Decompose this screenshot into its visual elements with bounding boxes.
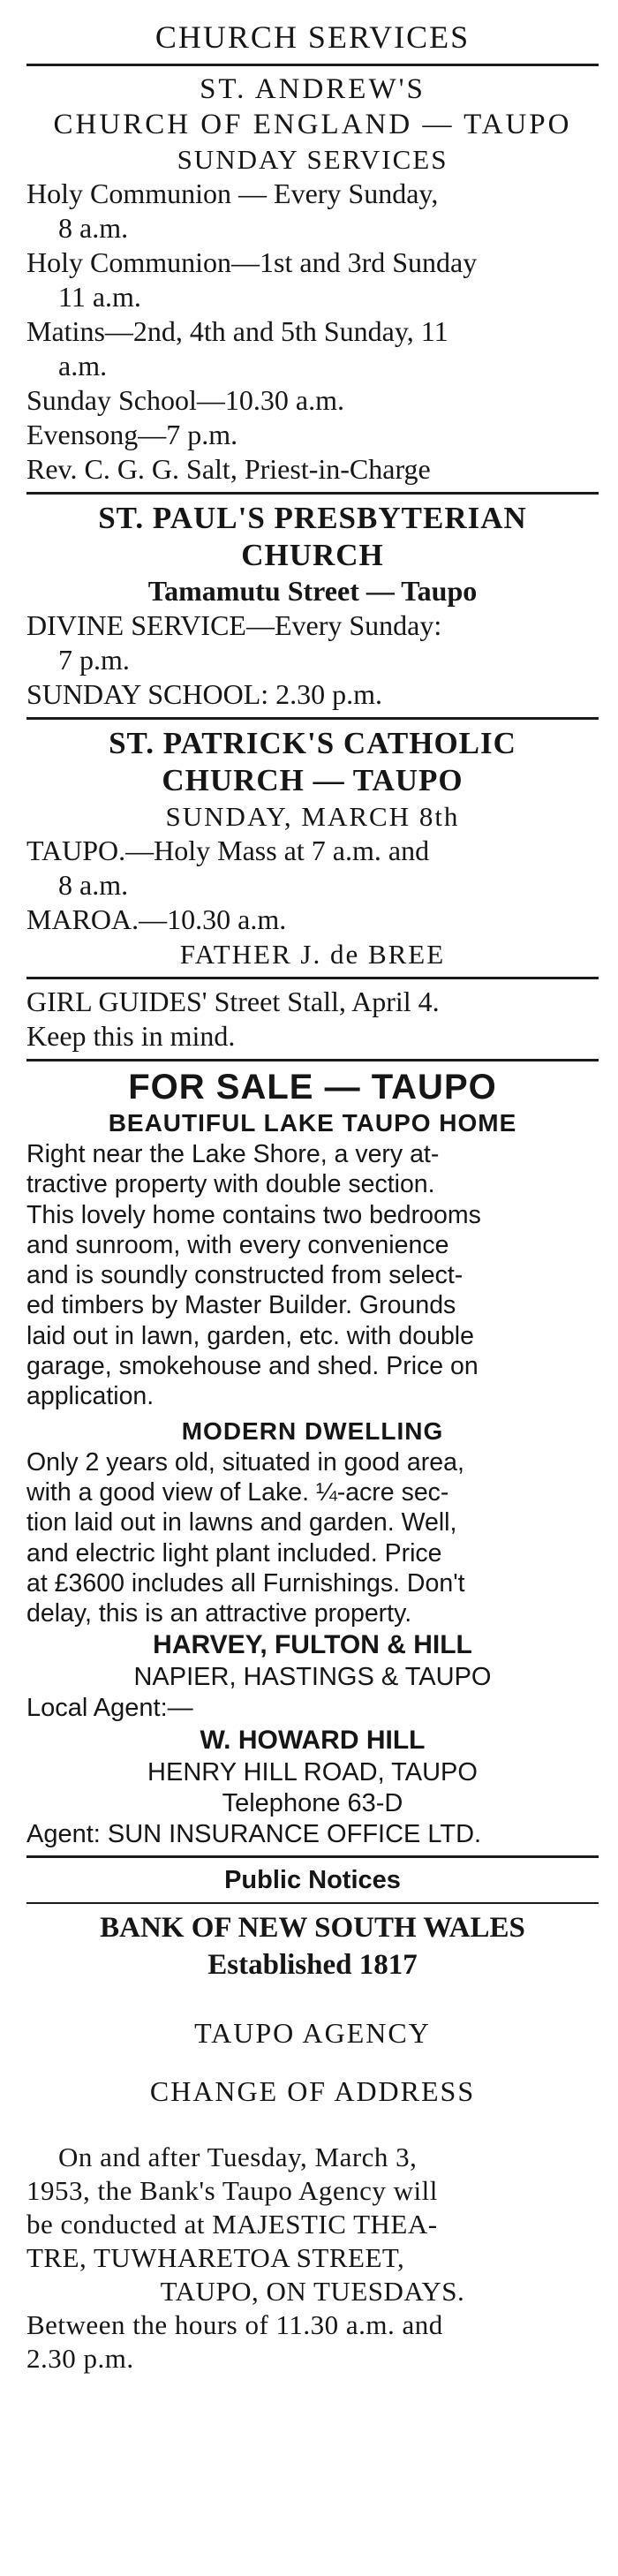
local-agent-label: Local Agent:— xyxy=(26,1694,193,1723)
notice-st-andrews xyxy=(26,72,599,487)
text-line: and sunroom, with every convenience xyxy=(26,1230,449,1259)
service-line: TAUPO.—Holy Mass at 7 a.m. and xyxy=(26,835,430,866)
divider xyxy=(26,977,599,979)
divider xyxy=(26,717,599,720)
church-address: Tamamutu Street — Taupo xyxy=(147,575,478,607)
service-date: SUNDAY, MARCH 8th xyxy=(165,801,460,832)
notice-st-pauls xyxy=(26,500,599,712)
advert-paragraph xyxy=(26,1139,599,1412)
church-name: CHURCH — TAUPO xyxy=(162,763,464,797)
divider xyxy=(26,1855,599,1858)
text-line: Between the hours of 11.30 a.m. and xyxy=(26,2309,443,2341)
church-name: ST. PATRICK'S CATHOLIC xyxy=(109,726,516,760)
notice-line: Keep this in mind. xyxy=(26,1020,236,1052)
service-line: Evensong—7 p.m. xyxy=(26,419,238,450)
service-line: Holy Communion—1st and 3rd Sunday xyxy=(26,246,478,278)
section-heading-church-services: CHURCH SERVICES xyxy=(154,19,471,55)
text-line: ed timbers by Master Builder. Grounds xyxy=(26,1291,456,1320)
service-line: a.m. xyxy=(58,350,108,381)
text-line: 1953, the Bank's Taupo Agency will xyxy=(26,2175,438,2207)
advert-paragraph xyxy=(26,1447,599,1629)
text-line: tractive property with double section. xyxy=(26,1170,435,1199)
section-heading-public-notices: Public Notices xyxy=(224,1866,401,1895)
text-line: and is soundly constructed from select- xyxy=(26,1261,464,1290)
divider xyxy=(26,64,599,66)
service-line: Holy Communion — Every Sunday, xyxy=(26,178,439,209)
service-line: DIVINE SERVICE—Every Sunday: xyxy=(26,609,442,641)
text-line: at £3600 includes all Furnishings. Don't xyxy=(26,1568,465,1598)
church-name: CHURCH xyxy=(241,538,384,572)
text-line: tion laid out in lawns and garden. Well, xyxy=(26,1508,457,1537)
text-line: delay, this is an attractive property. xyxy=(26,1599,412,1628)
service-line: MAROA.—10.30 a.m. xyxy=(26,903,287,935)
bank-established: Established 1817 xyxy=(207,1949,418,1982)
agent-name: W. HOWARD HILL xyxy=(200,1726,426,1756)
text-line: 2.30 p.m. xyxy=(26,2343,134,2375)
notice-st-patricks xyxy=(26,725,599,971)
text-line: application. xyxy=(26,1382,154,1411)
agent-telephone: Telephone 63-D xyxy=(222,1789,403,1818)
service-line: SUNDAY SCHOOL: 2.30 p.m. xyxy=(26,678,383,710)
services-heading: SUNDAY SERVICES xyxy=(177,144,448,175)
service-line: Matins—2nd, 4th and 5th Sunday, 11 xyxy=(26,315,448,347)
text-line: Only 2 years old, situated in good area, xyxy=(26,1447,464,1477)
church-name: ST. ANDREW'S xyxy=(200,73,426,105)
divider xyxy=(26,1902,599,1904)
bank-change-of-address: CHANGE OF ADDRESS xyxy=(149,2075,476,2108)
divider xyxy=(26,492,599,495)
service-line: Sunday School—10.30 a.m. xyxy=(26,384,344,416)
bank-name: BANK OF NEW SOUTH WALES xyxy=(100,1912,525,1945)
service-line: 8 a.m. xyxy=(58,212,129,244)
bank-agency: TAUPO AGENCY xyxy=(194,2017,431,2050)
text-line: garage, smokehouse and shed. Price on xyxy=(26,1352,479,1381)
text-line: be conducted at MAJESTIC THEA- xyxy=(26,2209,438,2240)
text-line: Right near the Lake Shore, a very at- xyxy=(26,1140,440,1168)
divider xyxy=(26,1059,599,1061)
agent-address: HENRY HILL ROAD, TAUPO xyxy=(147,1758,478,1787)
church-subtitle: CHURCH OF ENGLAND — TAUPO xyxy=(53,109,572,140)
church-name: ST. PAUL'S PRESBYTERIAN xyxy=(98,501,527,535)
notice-line: GIRL GUIDES' Street Stall, April 4. xyxy=(26,986,440,1017)
agency-towns: NAPIER, HASTINGS & TAUPO xyxy=(133,1663,492,1692)
advert-subtitle: BEAUTIFUL LAKE TAUPO HOME xyxy=(108,1109,517,1137)
advert-for-sale xyxy=(26,1067,599,1850)
service-line: 11 a.m. xyxy=(58,281,141,313)
insurance-line: Agent: SUN INSURANCE OFFICE LTD. xyxy=(26,1820,482,1849)
notice-bank xyxy=(26,1909,599,2376)
text-line: TAUPO, ON TUESDAYS. xyxy=(160,2276,465,2308)
text-line: On and after Tuesday, March 3, xyxy=(58,2142,418,2173)
text-line: laid out in lawn, garden, etc. with double xyxy=(26,1321,474,1350)
priest-name: FATHER J. de BREE xyxy=(179,939,446,970)
minister-line: Rev. C. G. G. Salt, Priest-in-Charge xyxy=(26,453,431,485)
service-line: 8 a.m. xyxy=(58,869,129,901)
text-line: with a good view of Lake. ¼-acre sec- xyxy=(26,1477,449,1507)
text-line: TRE, TUWHARETOA STREET, xyxy=(26,2242,405,2274)
notice-girl-guides xyxy=(26,985,599,1054)
agency-name: HARVEY, FULTON & HILL xyxy=(153,1630,472,1660)
text-line: This lovely home contains two bedrooms xyxy=(26,1200,481,1229)
advert-subheading: MODERN DWELLING xyxy=(181,1416,444,1445)
text-line: and electric light plant included. Price xyxy=(26,1538,442,1568)
advert-title: FOR SALE — TAUPO xyxy=(128,1068,497,1107)
service-line: 7 p.m. xyxy=(58,644,130,676)
